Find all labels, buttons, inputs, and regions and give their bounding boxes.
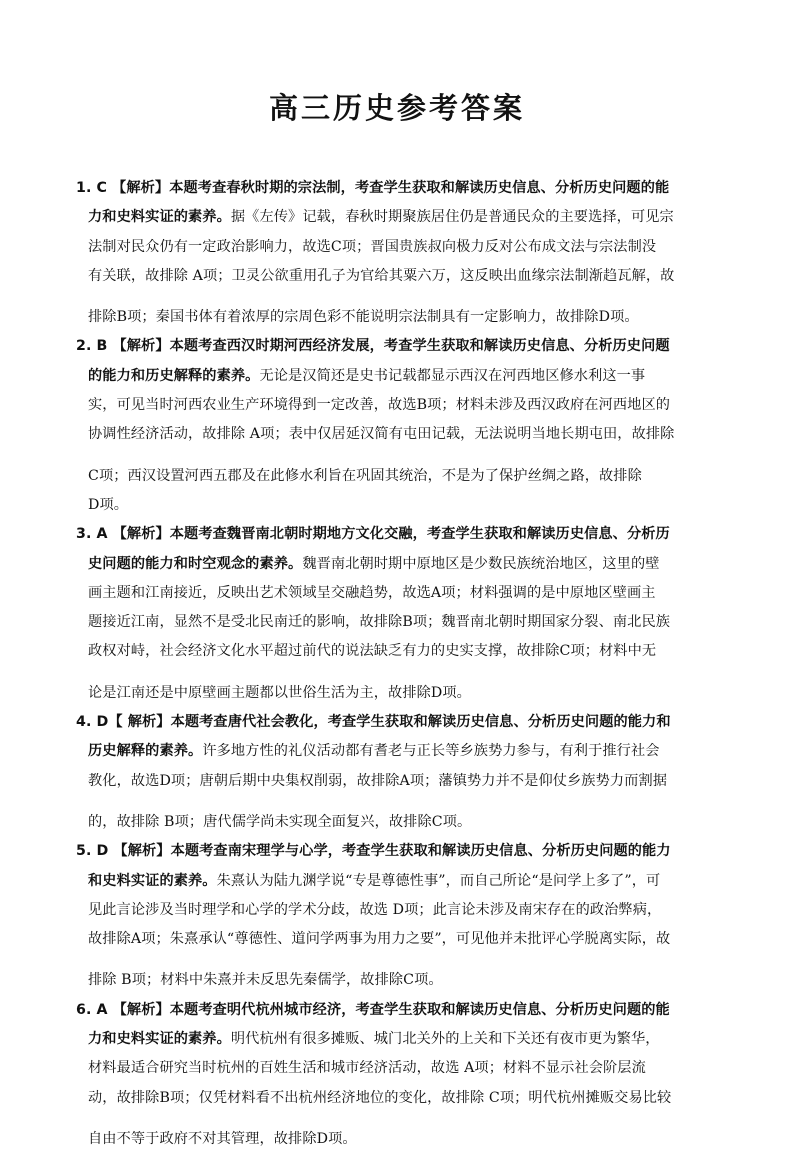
- answer-line: [76, 737, 720, 766]
- answer-line: [76, 579, 720, 608]
- answer-text: 动，故排除B项；仅凭材料看不出杭州经济地位的变化，故排除 C项；明代杭州摊贩交易比较: [88, 1089, 672, 1106]
- answer-line: [76, 1084, 720, 1113]
- answer-text: 见此言论涉及当时理学和心学的学术分歧，故选 D项；此言论未涉及南宋存在的政治弊病，: [88, 901, 662, 918]
- answer-text: 协调性经济活动，故排除 A项；表中仅居延汉简有屯田记载，无法说明当地长期屯田，故排除: [88, 426, 675, 443]
- answer-item-5: [76, 837, 720, 995]
- answer-line: [76, 996, 720, 1025]
- answer-line: [76, 262, 720, 291]
- answer-line: [76, 679, 720, 708]
- answer-line: [76, 362, 720, 391]
- answer-text: 政权对峙，社会经济文化水平超过前代的说法缺乏有力的史实支撑，故排除C项；材料中无: [88, 643, 657, 660]
- answer-line: [76, 520, 720, 549]
- answer-line: [76, 808, 720, 837]
- answer-line: [76, 1054, 720, 1083]
- answer-line: [76, 708, 720, 737]
- answer-text: C项；西汉设置河西五郡及在此修水利旨在巩固其统治，不是为了保护丝绸之路，故排除: [88, 467, 642, 484]
- answer-line: [76, 608, 720, 637]
- answer-line: [76, 491, 720, 520]
- answer-item-1: [76, 174, 720, 332]
- answer-heading: 和史料实证的素养。: [88, 872, 217, 889]
- answer-heading: 力和史料实证的素养。: [88, 209, 231, 226]
- answer-line: [76, 966, 720, 995]
- answer-text: 据《左传》记载，春秋时期聚族居住仍是普通民众的主要选择，可见宗: [230, 209, 674, 226]
- answer-heading: 历史解释的素养。: [88, 743, 203, 760]
- answer-text: 排除 B项；材料中朱熹并未反思先秦儒学，故排除C项。: [88, 972, 443, 989]
- answer-text: 明代杭州有很多摊贩、城门北关外的上关和下关还有夜市更为繁华，: [230, 1031, 660, 1048]
- answer-line: [76, 1125, 720, 1154]
- answer-text: 题接近江南，显然不是受北民南迁的影响，故排除B项；魏晋南北朝时期国家分裂、南北民族: [88, 614, 671, 631]
- answer-text: 朱熹认为陆九渊学说“专是尊德性事”，而自己所论“是问学上多了”，可: [216, 872, 661, 889]
- answer-line: [76, 925, 720, 954]
- answer-heading: 4. D【 解析】本题考查唐代社会教化，考查学生获取和解读历史信息、分析历史问题的能力和: [76, 714, 671, 731]
- answer-text: 教化，故选D项；唐朝后期中央集权削弱，故排除A项；藩镇势力并不是仰仗乡族势力而割据: [88, 772, 668, 789]
- answer-text: 魏晋南北朝时期中原地区是少数民族统治地区，这里的壁: [302, 555, 660, 572]
- answer-line: [76, 420, 720, 449]
- answer-list: [76, 174, 720, 1154]
- answer-text: 无论是汉简还是史书记载都显示西汉在河西地区修水利这一事: [259, 367, 646, 384]
- answer-text: 许多地方性的礼仪活动都有耆老与正长等乡族势力参与，有利于推行社会: [202, 743, 660, 760]
- answer-heading: 5. D 【解析】本题考查南宋理学与心学，考查学生获取和解读历史信息、分析历史问题的能力: [76, 843, 671, 860]
- answer-heading: 力和史料实证的素养。: [88, 1031, 231, 1048]
- answer-line: [76, 391, 720, 420]
- answer-item-2: [76, 332, 720, 520]
- answer-line: [76, 332, 720, 361]
- answer-line: [76, 233, 720, 262]
- answer-item-3: [76, 520, 720, 708]
- answer-text: 排除B项；秦国书体有着浓厚的宗周色彩不能说明宗法制具有一定影响力，故排除D项。: [88, 309, 639, 326]
- answer-text: 画主题和江南接近，反映出艺术领域呈交融趋势，故选A项；材料强调的是中原地区壁画主: [88, 584, 656, 601]
- answer-text: D项。: [88, 496, 129, 513]
- answer-text: 的，故排除 B项；唐代儒学尚未实现全面复兴，故排除C项。: [88, 813, 472, 830]
- answer-heading: 的能力和历史解释的素养。: [88, 367, 260, 384]
- answer-text: 故排除A项；朱熹承认“尊德性、道问学两事为用力之要”，可见他并未批评心学脱离实际，故: [88, 931, 671, 948]
- answer-text: 论是江南还是中原壁画主题都以世俗生活为主，故排除D项。: [88, 684, 471, 701]
- answer-text: 有关联，故排除 A项；卫灵公欲重用孔子为官给其粟六万，这反映出血缘宗法制渐趋瓦解，故: [88, 267, 675, 284]
- answer-item-4: [76, 708, 720, 837]
- answer-text: 实，可见当时河西农业生产环境得到一定改善，故选B项；材料未涉及西汉政府在河西地区的: [88, 397, 671, 414]
- answer-line: [76, 303, 720, 332]
- answer-line: [76, 896, 720, 925]
- answer-line: [76, 637, 720, 666]
- answer-line: [76, 767, 720, 796]
- answer-heading: 3. A 【解析】本题考查魏晋南北朝时期地方文化交融，考查学生获取和解读历史信息、分析历: [76, 526, 670, 543]
- answer-line: [76, 867, 720, 896]
- answer-line: [76, 837, 720, 866]
- page-title: 高三历史参考答案: [268, 91, 525, 125]
- answer-line: [76, 203, 720, 232]
- answer-item-6: [76, 996, 720, 1154]
- answer-text: 自由不等于政府不对其管理，故排除D项。: [88, 1130, 357, 1147]
- answer-line: [76, 550, 720, 579]
- answer-heading: 1. C 【解析】本题考查春秋时期的宗法制，考查学生获取和解读历史信息、分析历史问题的能: [76, 180, 670, 196]
- answer-line: [76, 174, 720, 203]
- answer-heading: 2. B 【解析】本题考查西汉时期河西经济发展，考查学生获取和解读历史信息、分析历史问题: [76, 338, 670, 355]
- answer-heading: 史问题的能力和时空观念的素养。: [88, 555, 303, 572]
- answer-text: 法制对民众仍有一定政治影响力，故选C项；晋国贵族叔向极力反对公布成文法与宗法制没: [88, 238, 657, 255]
- answer-heading: 6. A 【解析】本题考查明代杭州城市经济，考查学生获取和解读历史信息、分析历史问题的能: [76, 1001, 670, 1018]
- answer-line: [76, 462, 720, 491]
- answer-line: [76, 1025, 720, 1054]
- answer-text: 材料最适合研究当时杭州的百姓生活和城市经济活动，故选 A项；材料不显示社会阶层流: [88, 1060, 646, 1077]
